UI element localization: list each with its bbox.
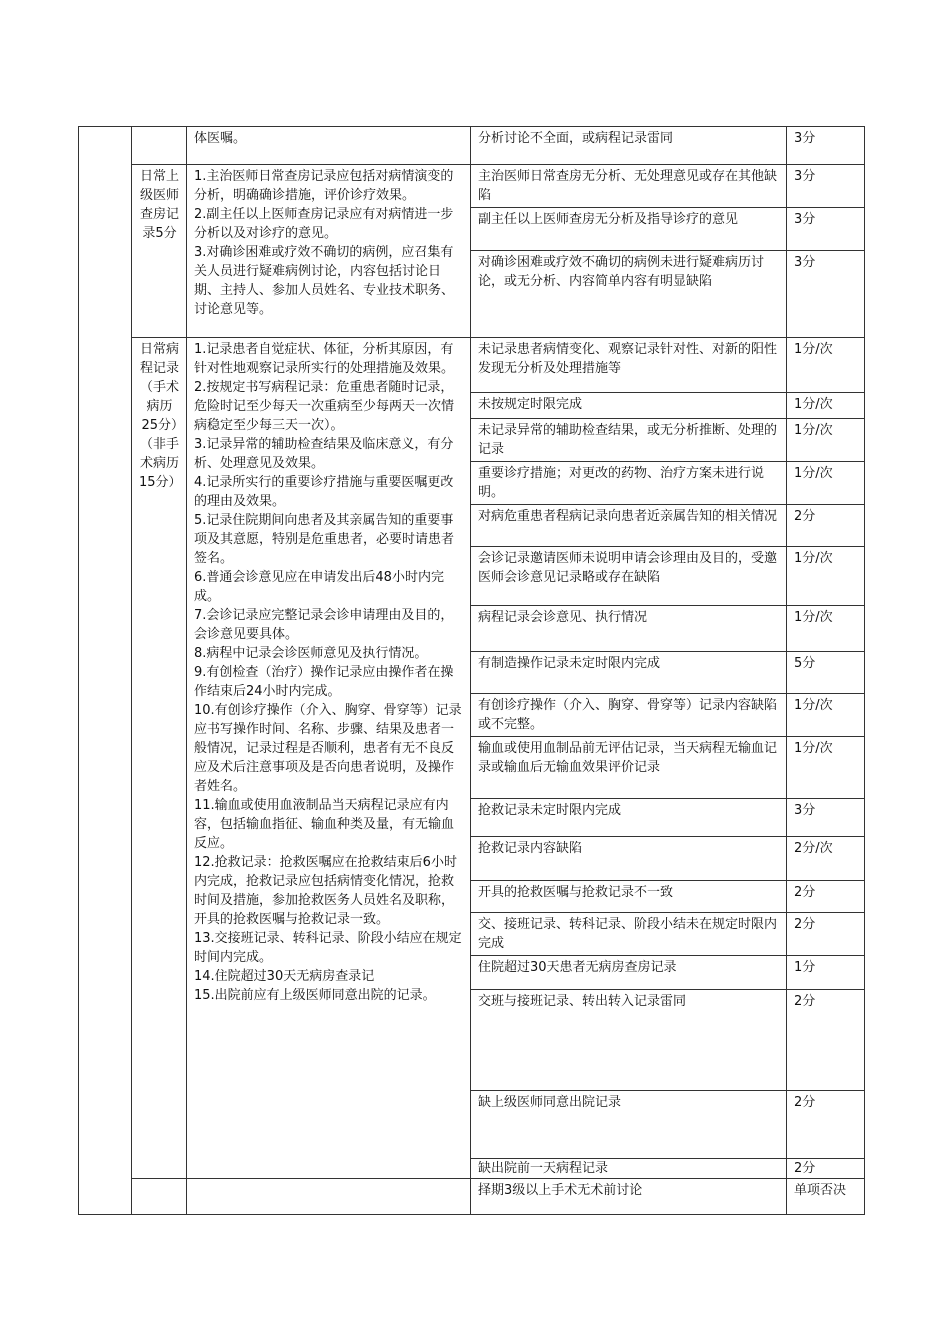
table-row <box>79 338 865 393</box>
deduction-cell <box>471 338 787 393</box>
score-cell <box>787 1159 865 1179</box>
score-text: 2分 <box>794 994 816 1009</box>
table-row <box>79 1179 865 1215</box>
deduction-cell <box>471 913 787 956</box>
requirement-text: 体医嘱。 <box>194 131 247 146</box>
score-cell <box>787 393 865 419</box>
section-cell <box>132 165 187 338</box>
deduction-text: 开具的抢救医嘱与抢救记录不一致 <box>478 885 674 900</box>
requirement-item: 3.对确诊困难或疗效不确切的病例，应召集有关人员进行疑难病例讨论，内容包括讨论日期、主持人、参加人员姓名、专业技术职务、讨论意见等。 <box>194 245 455 317</box>
table-row <box>79 165 865 208</box>
deduction-cell <box>471 165 787 208</box>
deduction-text: 副主任以上医师查房无分析及指导诊疗的意见 <box>478 212 739 227</box>
deduction-cell <box>471 462 787 505</box>
deduction-text: 病程记录会诊意见、执行情况 <box>478 610 648 625</box>
score-text: 1分/次 <box>794 397 833 412</box>
deduction-cell <box>471 1159 787 1179</box>
deduction-cell <box>471 956 787 990</box>
score-text: 2分 <box>794 1095 816 1110</box>
deduction-text: 会诊记录邀请医师未说明申请会诊理由及目的，受邀医师会诊意见记录略或存在缺陷 <box>478 551 778 585</box>
score-text: 2分/次 <box>794 841 833 856</box>
score-text: 2分 <box>794 885 816 900</box>
requirement-item: 2.按规定书写病程记录：危重患者随时记录，危险时记至少每天一次重病至少每两天一次情病稳定至少每三天一次）。 <box>194 380 455 433</box>
deduction-text: 重要诊疗措施；对更改的药物、治疗方案未进行说明。 <box>478 466 765 500</box>
score-text: 1分/次 <box>794 342 833 357</box>
requirement-cell <box>187 338 471 1179</box>
deduction-cell <box>471 393 787 419</box>
table-row <box>79 127 865 165</box>
score-cell <box>787 606 865 652</box>
scoring-table <box>78 126 865 1215</box>
deduction-text: 对确诊困难或疗效不确切的病例未进行疑难病历讨论，或无分析、内容简单内容有明显缺陷 <box>478 255 765 289</box>
score-text: 1分/次 <box>794 610 833 625</box>
requirement-item: 13.交接班记录、转科记录、阶段小结应在规定时间内完成。 <box>194 931 462 965</box>
deduction-cell <box>471 505 787 547</box>
score-cell <box>787 208 865 251</box>
deduction-text: 对病危重患者程病记录向患者近亲属告知的相关情况 <box>478 509 778 524</box>
score-text: 1分 <box>794 960 816 975</box>
score-text: 单项否决 <box>794 1183 847 1198</box>
deduction-cell <box>471 127 787 165</box>
score-cell <box>787 652 865 694</box>
requirement-item: 4.记录所实行的重要诊疗措施与重要医嘱更改的理由及效果。 <box>194 475 454 509</box>
requirement-item: 5.记录住院期间向患者及其亲属告知的重要事项及其意愿，特别是危重患者，必要时请患者签名。 <box>194 513 455 566</box>
score-text: 1分/次 <box>794 551 833 566</box>
deduction-text: 未记录异常的辅助检查结果，或无分析推断、处理的记录 <box>478 423 778 457</box>
deduction-cell <box>471 990 787 1091</box>
deduction-text: 抢救记录内容缺陷 <box>478 841 583 856</box>
score-cell <box>787 1179 865 1215</box>
deduction-text: 住院超过30天患者无病房查房记录 <box>478 960 677 975</box>
requirement-item: 10.有创诊疗操作（介入、胸穿、骨穿等）记录应书写操作时间、名称、步骤、结果及患者一般情况，记录过程是否顺利，患者有无不良反应及术后注意事项及是否向患者说明，及操作者姓名。 <box>194 703 462 794</box>
score-cell <box>787 338 865 393</box>
section-label: 日常病程记录（手术病历25分）（非手术病历15分） <box>139 342 182 490</box>
deduction-text: 未按规定时限完成 <box>478 397 583 412</box>
deduction-text: 交班与接班记录、转出转入记录雷同 <box>478 994 687 1009</box>
score-text: 2分 <box>794 509 816 524</box>
deduction-cell <box>471 547 787 606</box>
score-cell <box>787 251 865 338</box>
score-text: 2分 <box>794 917 816 932</box>
deduction-text: 分析讨论不全面，或病程记录雷同 <box>478 131 674 146</box>
deduction-cell <box>471 606 787 652</box>
score-cell <box>787 990 865 1091</box>
score-text: 3分 <box>794 131 816 146</box>
requirement-item: 8.病程中记录会诊医师意见及执行情况。 <box>194 646 428 661</box>
section-label: 日常上级医师查房记录5分 <box>139 169 179 241</box>
requirement-item: 12.抢救记录：抢救医嘱应在抢救结束后6小时内完成，抢救记录应包括病情变化情况，抢救时间及措施，参加抢救医务人员姓名及职称，开具的抢救医嘱与抢救记录一致。 <box>194 855 457 927</box>
deduction-text: 择期3级以上手术无术前讨论 <box>478 1183 643 1198</box>
score-text: 3分 <box>794 212 816 227</box>
score-cell <box>787 881 865 913</box>
section-cell <box>132 127 187 165</box>
deduction-cell <box>471 694 787 737</box>
score-cell <box>787 694 865 737</box>
outer-category-cell <box>79 127 132 1215</box>
requirement-item: 2.副主任以上医师查房记录应有对病情进一步分析以及对诊疗的意见。 <box>194 207 454 241</box>
score-cell <box>787 913 865 956</box>
requirement-item: 1.主治医师日常查房记录应包括对病情演变的分析，明确确诊措施，评价诊疗效果。 <box>194 169 454 203</box>
score-cell <box>787 1091 865 1159</box>
score-text: 3分 <box>794 255 816 270</box>
deduction-text: 缺出院前一天病程记录 <box>478 1161 609 1176</box>
deduction-text: 主治医师日常查房无分析、无处理意见或存在其他缺陷 <box>478 169 778 203</box>
score-cell <box>787 505 865 547</box>
deduction-cell <box>471 419 787 462</box>
score-text: 1分/次 <box>794 466 833 481</box>
deduction-cell <box>471 251 787 338</box>
score-text: 3分 <box>794 803 816 818</box>
deduction-text: 抢救记录未定时限内完成 <box>478 803 622 818</box>
deduction-cell <box>471 799 787 837</box>
deduction-text: 缺上级医师同意出院记录 <box>478 1095 622 1110</box>
requirement-cell <box>187 1179 471 1215</box>
deduction-text: 有制造操作记录未定时限内完成 <box>478 656 661 671</box>
score-cell <box>787 737 865 799</box>
section-cell <box>132 338 187 1179</box>
score-cell <box>787 419 865 462</box>
deduction-cell <box>471 1091 787 1159</box>
deduction-cell <box>471 652 787 694</box>
score-cell <box>787 799 865 837</box>
score-text: 1分/次 <box>794 741 833 756</box>
requirement-item: 7.会诊记录应完整记录会诊申请理由及目的，会诊意见要具体。 <box>194 608 454 642</box>
score-text: 1分/次 <box>794 698 833 713</box>
score-cell <box>787 462 865 505</box>
requirement-item: 6.普通会诊意见应在申请发出后48小时内完成。 <box>194 570 444 604</box>
requirement-item: 1.记录患者自觉症状、体征，分析其原因，有针对性地观察记录所实行的处理措施及效果。 <box>194 342 455 376</box>
score-text: 3分 <box>794 169 816 184</box>
requirement-item: 9.有创检查（治疗）操作记录应由操作者在操作结束后24小时内完成。 <box>194 665 454 699</box>
requirement-item: 15.出院前应有上级医师同意出院的记录。 <box>194 988 436 1003</box>
score-cell <box>787 165 865 208</box>
score-cell <box>787 127 865 165</box>
deduction-cell <box>471 1179 787 1215</box>
deduction-cell <box>471 737 787 799</box>
deduction-text: 输血或使用血制品前无评估记录，当天病程无输血记录或输血后无输血效果评价记录 <box>478 741 778 775</box>
requirement-cell <box>187 165 471 338</box>
deduction-cell <box>471 881 787 913</box>
deduction-text: 有创诊疗操作（介入、胸穿、骨穿等）记录内容缺陷或不完整。 <box>478 698 778 732</box>
score-text: 5分 <box>794 656 816 671</box>
requirement-item: 3.记录异常的辅助检查结果及临床意义，有分析、处理意见及效果。 <box>194 437 454 471</box>
deduction-text: 未记录患者病情变化、观察记录针对性、对新的阳性发现无分析及处理措施等 <box>478 342 778 376</box>
section-cell <box>132 1179 187 1215</box>
requirement-item: 11.输血或使用血液制品当天病程记录应有内容，包括输血指征、输血种类及量，有无输血反应。 <box>194 798 455 851</box>
score-cell <box>787 547 865 606</box>
requirement-cell <box>187 127 471 165</box>
deduction-text: 交、接班记录、转科记录、阶段小结未在规定时限内完成 <box>478 917 778 951</box>
score-text: 2分 <box>794 1161 816 1176</box>
score-cell <box>787 837 865 881</box>
score-text: 1分/次 <box>794 423 833 438</box>
deduction-cell <box>471 208 787 251</box>
deduction-cell <box>471 837 787 881</box>
requirement-item: 14.住院超过30天无病房查录记 <box>194 969 375 984</box>
score-cell <box>787 956 865 990</box>
